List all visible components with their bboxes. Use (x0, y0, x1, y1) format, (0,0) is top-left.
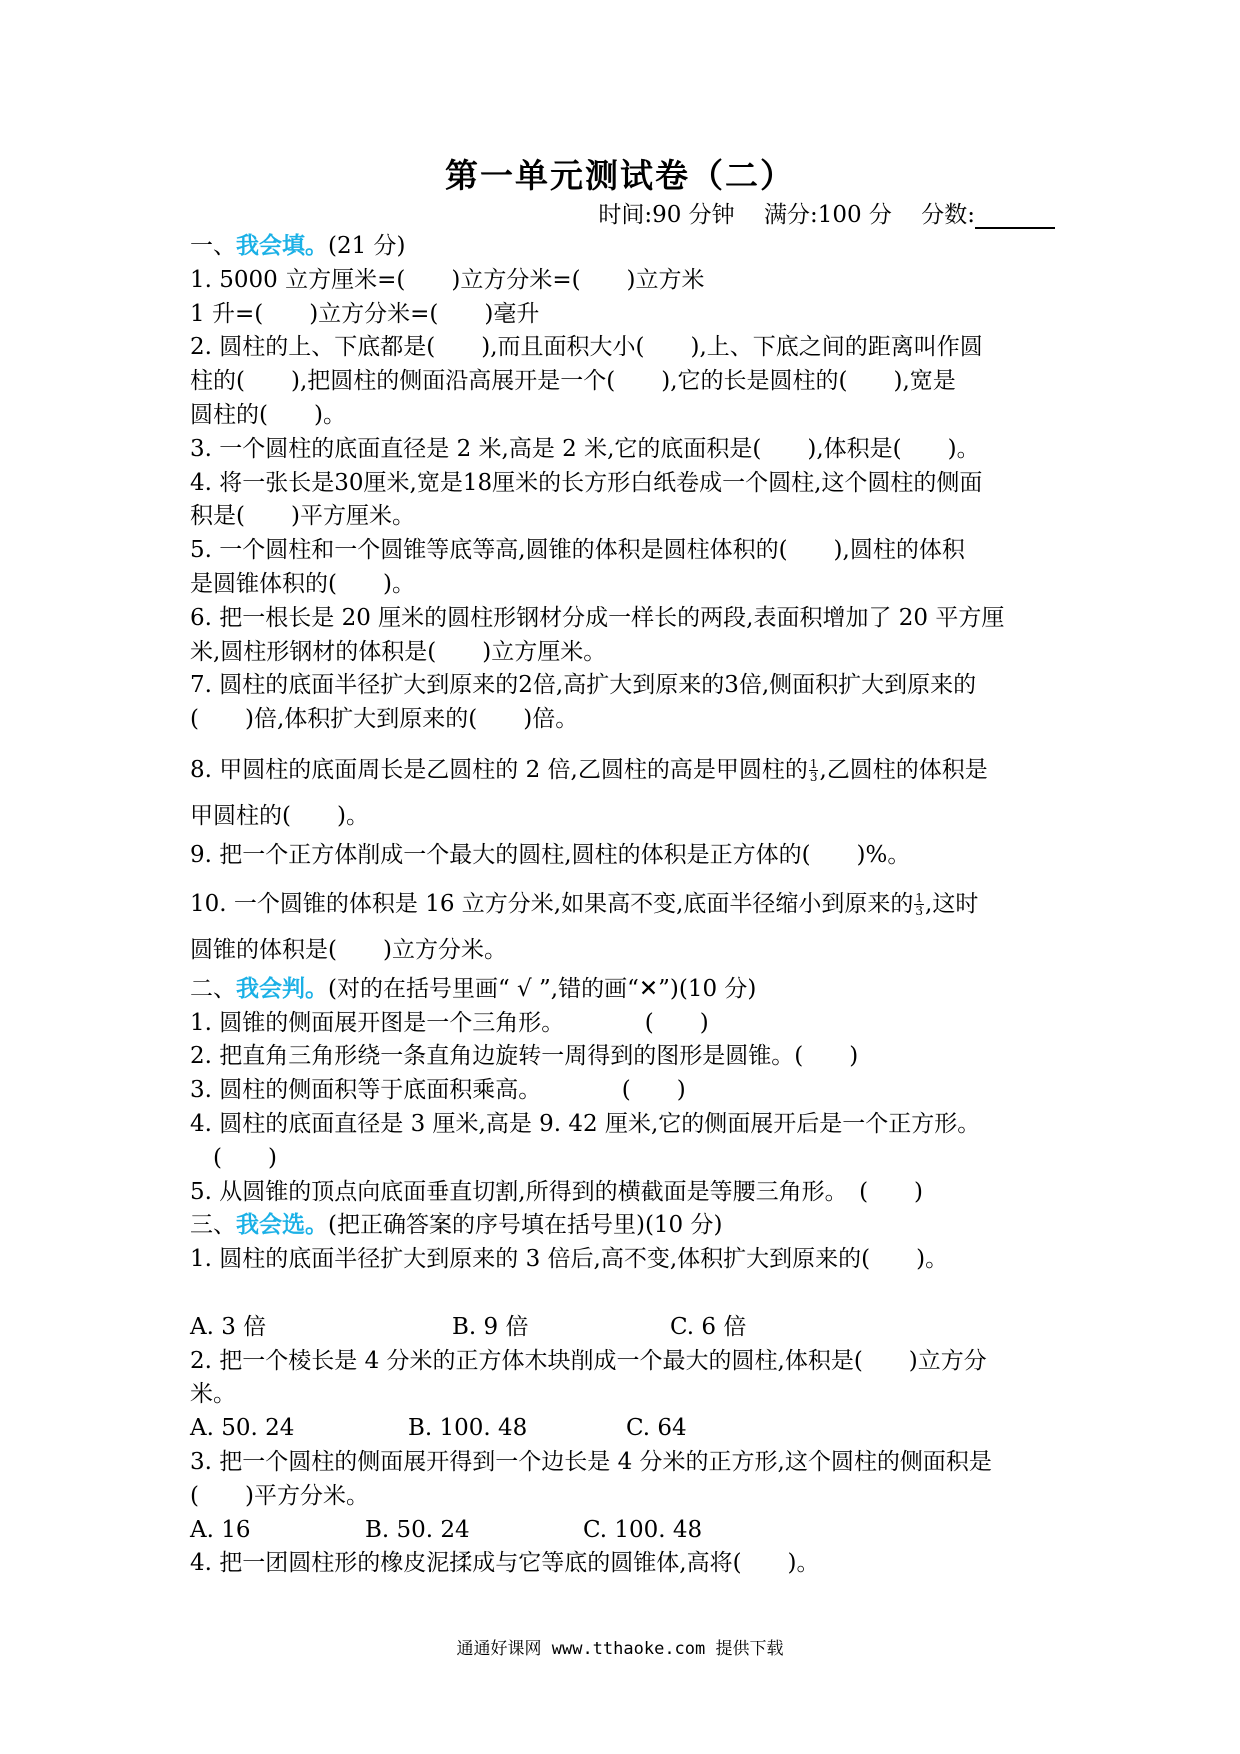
option-b: B. 50. 24 (365, 1516, 470, 1543)
exam-meta (576, 196, 1055, 229)
score-blank[interactable] (975, 205, 1055, 229)
judge-1: 1. 圆锥的侧面展开图是一个三角形。 ( ) (190, 1009, 709, 1036)
option-c: C. 64 (626, 1415, 687, 1442)
time-label: 时间:90 分钟 (598, 202, 735, 228)
section-2-heading: 二、我会判。(对的在括号里画“ √ ”,错的画“✕”)(10 分) (190, 975, 757, 1002)
section-1-highlight: 我会填。 (236, 233, 328, 259)
option-a: A. 3 倍 (190, 1313, 267, 1340)
choice-2b: 米。 (190, 1381, 236, 1408)
question-10b: 圆锥的体积是( )立方分米。 (190, 936, 507, 963)
question-7a: 7. 圆柱的底面半径扩大到原来的2倍,高扩大到原来的3倍,侧面积扩大到原来的 (190, 672, 977, 699)
choice-2-options (190, 1412, 1060, 1446)
question-5a: 5. 一个圆柱和一个圆锥等底等高,圆锥的体积是圆柱体积的( ),圆柱的体积 (190, 537, 965, 564)
full-score-label: 满分:100 分 (763, 202, 892, 228)
choice-4: 4. 把一团圆柱形的橡皮泥揉成与它等底的圆锥体,高将( )。 (190, 1550, 820, 1577)
score-label: 分数: (921, 202, 975, 228)
exam-content (190, 230, 1060, 1581)
option-c: C. 6 倍 (670, 1313, 747, 1340)
question-2a: 2. 圆柱的上、下底都是( ),而且面积大小( ),上、下底之间的距离叫作圆 (190, 334, 983, 361)
question-1b: 1 升=( )立方分米=( )毫升 (190, 300, 540, 327)
page-title: 第一单元测试卷（二） (445, 156, 795, 195)
question-9: 9. 把一个正方体削成一个最大的圆柱,圆柱的体积是正方体的( )%。 (190, 841, 911, 868)
question-3: 3. 一个圆柱的底面直径是 2 米,高是 2 米,它的底面积是( ),体积是( )。 (190, 435, 980, 462)
question-2b: 柱的( ),把圆柱的侧面沿高展开是一个( ),它的长是圆柱的( ),宽是 (190, 368, 956, 395)
judge-3: 3. 圆柱的侧面积等于底面积乘高。 ( ) (190, 1077, 686, 1104)
choice-1-options (190, 1311, 1060, 1345)
question-10a: 10. 一个圆锥的体积是 16 立方分米,如果高不变,底面半径缩小到原来的 $\frac{1}{3}$ ,这时 (190, 890, 979, 919)
fraction-one-third: $\frac{1}{3}$ (809, 757, 818, 785)
option-b: B. 9 倍 (452, 1313, 529, 1340)
spacer (190, 1277, 1060, 1311)
choice-1: 1. 圆柱的底面半径扩大到原来的 3 倍后,高不变,体积扩大到原来的( )。 (190, 1246, 949, 1273)
judge-5: 5. 从圆锥的顶点向底面垂直切割,所得到的横截面是等腰三角形。 ( ) (190, 1178, 924, 1205)
question-8b: 甲圆柱的( )。 (190, 802, 369, 829)
choice-2a: 2. 把一个棱长是 4 分米的正方体木块削成一个最大的圆柱,体积是( )立方分 (190, 1347, 987, 1374)
section-2-highlight: 我会判。 (236, 975, 328, 1002)
question-5b: 是圆锥体积的( )。 (190, 570, 415, 597)
question-1a: 1. 5000 立方厘米=( )立方分米=( )立方米 (190, 266, 705, 293)
section-3-heading: 三、我会选。(把正确答案的序号填在括号里)(10 分) (190, 1212, 723, 1239)
option-a: A. 50. 24 (190, 1415, 295, 1442)
section-1-heading: 一、我会填。(21 分) (190, 233, 406, 259)
footer-credit: 通通好课网 www.tthaoke.com 提供下载 (456, 1639, 784, 1659)
option-a: A. 16 (190, 1516, 251, 1543)
judge-2: 2. 把直角三角形绕一条直角边旋转一周得到的图形是圆锥。( ) (190, 1043, 859, 1070)
choice-3-options (190, 1514, 1060, 1548)
choice-3b: ( )平方分米。 (190, 1482, 369, 1509)
option-c: C. 100. 48 (583, 1516, 703, 1543)
judge-4a: 4. 圆柱的底面直径是 3 厘米,高是 9. 42 厘米,它的侧面展开后是一个正方形。 (190, 1110, 981, 1137)
section-3-highlight: 我会选。 (236, 1212, 328, 1239)
judge-4b: ( ) (190, 1144, 277, 1171)
question-2c: 圆柱的( )。 (190, 401, 346, 428)
fraction-one-third: $\frac{1}{3}$ (915, 891, 924, 919)
question-6b: 米,圆柱形钢材的体积是( )立方厘米。 (190, 638, 607, 665)
question-8a: 8. 甲圆柱的底面周长是乙圆柱的 2 倍,乙圆柱的高是甲圆柱的 $\frac{1}{3}$ ,乙圆柱的体积是 (190, 756, 988, 785)
option-b: B. 100. 48 (408, 1415, 528, 1442)
choice-3a: 3. 把一个圆柱的侧面展开得到一个边长是 4 分米的正方形,这个圆柱的侧面积是 (190, 1448, 992, 1475)
question-7b: ( )倍,体积扩大到原来的( )倍。 (190, 706, 579, 733)
question-6a: 6. 把一根长是 20 厘米的圆柱形钢材分成一样长的两段,表面积增加了 20 平方厘 (190, 604, 1005, 631)
question-4b: 积是( )平方厘米。 (190, 503, 415, 530)
question-4a: 4. 将一张长是30厘米,宽是18厘米的长方形白纸卷成一个圆柱,这个圆柱的侧面 (190, 469, 983, 496)
